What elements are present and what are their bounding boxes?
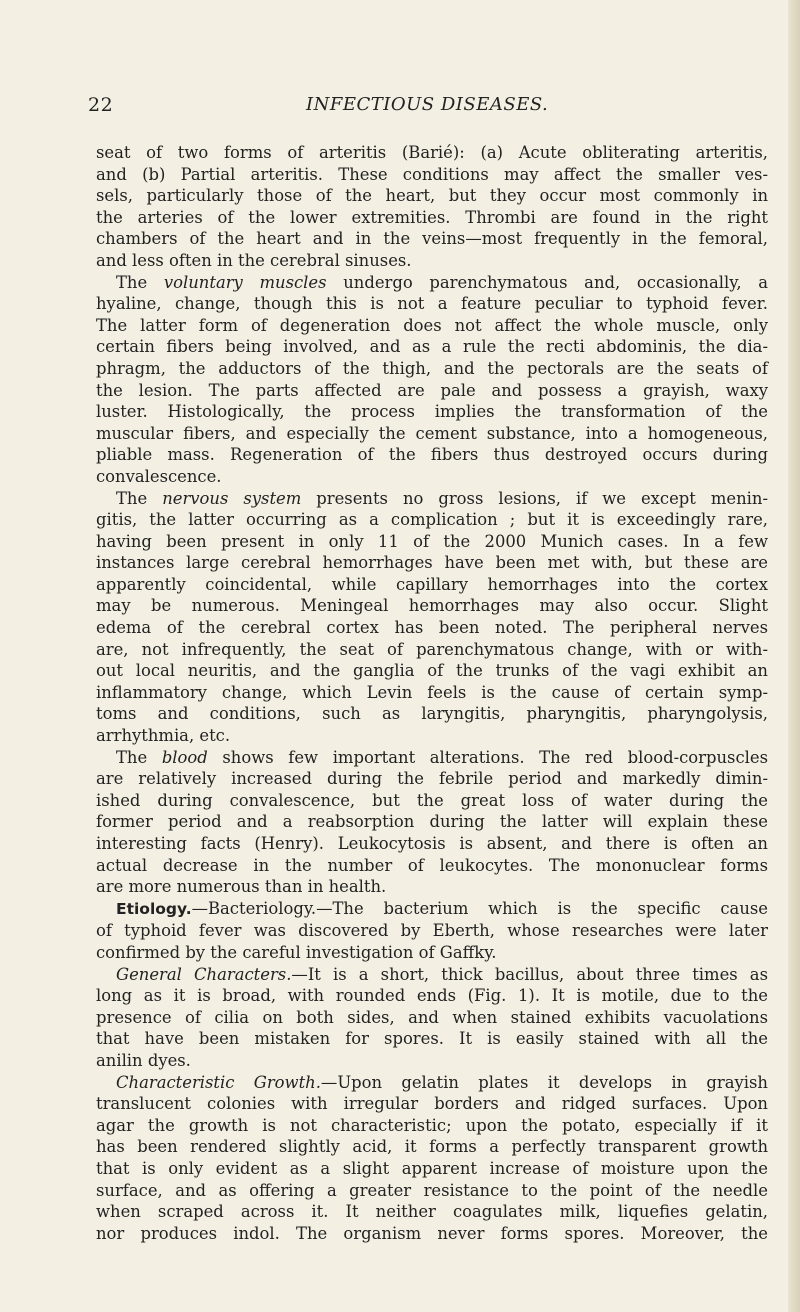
- text-line: nor produces indol. The organism never forms spores. Moreover, the: [96, 1223, 768, 1243]
- text-line: General Characters.—It is a short, thick bacillus, about three times as: [116, 964, 768, 984]
- text-line: anilin dyes.: [96, 1050, 191, 1070]
- text-line: hyaline, change, though this is not a feature peculiar to typhoid fever.: [96, 294, 768, 314]
- text-line: agar the growth is not characteristic; upon the potato, especially if it: [96, 1115, 768, 1135]
- subsection-heading: General Characters.: [116, 964, 292, 984]
- body-text: [96, 142, 768, 1244]
- page-edge: [788, 0, 800, 1312]
- subject-term: voluntary muscles: [163, 272, 327, 292]
- text-line: that is only evident as a slight apparent increase of moisture upon the: [96, 1158, 768, 1178]
- paragraph-voluntary-muscles: [96, 272, 768, 488]
- text-line: has been rendered slightly acid, it forms a perfectly transparent growth: [96, 1137, 768, 1157]
- text-line: Etiology.—Bacteriology.—The bacterium which is the specific cause: [116, 898, 768, 918]
- text-line: chambers of the heart and in the veins—most frequently in the femoral,: [96, 229, 768, 249]
- text-line: luster. Histologically, the process implies the transformation of the: [96, 402, 768, 422]
- text-line: certain fibers being involved, and as a rule the recti abdominis, the dia-: [96, 337, 768, 357]
- text-line: gitis, the latter occurring as a complication ; but it is exceedingly rare,: [96, 510, 768, 530]
- page-header: [88, 94, 738, 120]
- text-line: edema of the cerebral cortex has been noted. The peripheral nerves: [96, 618, 768, 638]
- text-line: The latter form of degeneration does not affect the whole muscle, only: [96, 315, 768, 335]
- text-line: the arteries of the lower extremities. Thrombi are found in the right: [96, 207, 768, 227]
- page-number: 22: [88, 94, 114, 116]
- subject-term: blood: [161, 747, 208, 767]
- text-line: The voluntary muscles undergo parenchymatous and, occasionally, a: [116, 272, 768, 292]
- text-line: inflammatory change, which Levin feels is the cause of certain symp-: [96, 682, 768, 702]
- text-line: phragm, the adductors of the thigh, and the pectorals are the seats of: [96, 358, 768, 378]
- text-line: The blood shows few important alterations. The red blood-corpuscles: [116, 747, 768, 767]
- section-heading: Etiology.: [116, 899, 192, 918]
- paragraph-etiology: [96, 898, 768, 964]
- text-line: long as it is broad, with rounded ends (Fig. 1). It is motile, due to the: [96, 986, 768, 1006]
- text-line: toms and conditions, such as laryngitis, pharyngitis, pharyngolysis,: [96, 704, 768, 724]
- running-title: INFECTIOUS DISEASES.: [306, 94, 549, 115]
- text-line: The nervous system presents no gross lesions, if we except menin-: [116, 488, 769, 508]
- subject-term: nervous system: [162, 488, 302, 508]
- text-line: apparently coincidental, while capillary hemorrhages into the cortex: [96, 574, 768, 594]
- text-line: when scraped across it. It neither coagulates milk, liquefies gelatin,: [96, 1202, 768, 1222]
- text-line: former period and a reabsorption during the latter will explain these: [96, 812, 768, 832]
- text-line: having been present in only 11 of the 2000 Munich cases. In a few: [96, 531, 768, 551]
- text-line: that have been mistaken for spores. It is easily stained with all the: [96, 1029, 768, 1049]
- text-line: are relatively increased during the febrile period and markedly dimin-: [96, 769, 768, 789]
- text-line: may be numerous. Meningeal hemorrhages may also occur. Slight: [96, 596, 768, 616]
- text-line: confirmed by the careful investigation of Gaffky.: [96, 942, 497, 962]
- text-line: interesting facts (Henry). Leukocytosis is absent, and there is often an: [96, 834, 768, 853]
- text-line: and (b) Partial arteritis. These conditions may affect the smaller ves-: [96, 164, 768, 184]
- text-line: translucent colonies with irregular borders and ridged surfaces. Upon: [96, 1094, 768, 1114]
- text-line: Characteristic Growth.—Upon gelatin plates it develops in grayish: [116, 1072, 768, 1092]
- text-line: surface, and as offering a greater resistance to the point of the needle: [96, 1180, 768, 1200]
- paragraph-nervous-system: [96, 488, 768, 747]
- text-line: convalescence.: [96, 466, 222, 486]
- text-line: sels, particularly those of the heart, but they occur most commonly in: [96, 186, 768, 206]
- text-line: the lesion. The parts affected are pale and possess a grayish, waxy: [96, 380, 768, 400]
- text-line: of typhoid fever was discovered by Eberth, whose researches were later: [96, 921, 768, 941]
- text-line: and less often in the cerebral sinuses.: [96, 250, 412, 270]
- text-line: instances large cerebral hemorrhages have been met with, but these are: [96, 553, 768, 573]
- text-line: ished during convalescence, but the great loss of water during the: [96, 790, 768, 810]
- paragraph-1: [96, 142, 768, 272]
- text-line: out local neuritis, and the ganglia of the trunks of the vagi exhibit an: [96, 661, 768, 681]
- subsection-heading: Characteristic Growth.: [116, 1072, 321, 1092]
- text-line: presence of cilia on both sides, and when stained exhibits vacuolations: [96, 1007, 768, 1027]
- text-line: pliable mass. Regeneration of the fibers thus destroyed occurs during: [96, 445, 768, 465]
- text-line: actual decrease in the number of leukocytes. The mononuclear forms: [96, 855, 768, 875]
- text-line: arrhythmia, etc.: [96, 726, 231, 746]
- text-line: are, not infrequently, the seat of parenchymatous change, with or with-: [96, 639, 768, 659]
- paragraph-characteristic-growth: [96, 1072, 768, 1245]
- text-line: muscular fibers, and especially the cement substance, into a homogeneous,: [96, 423, 768, 443]
- text-line: seat of two forms of arteritis (Barié): (a) Acute obliterating arteritis,: [96, 143, 768, 162]
- paragraph-blood: [96, 747, 768, 898]
- paragraph-general-characters: [96, 964, 768, 1072]
- text-line: are more numerous than in health.: [96, 877, 387, 897]
